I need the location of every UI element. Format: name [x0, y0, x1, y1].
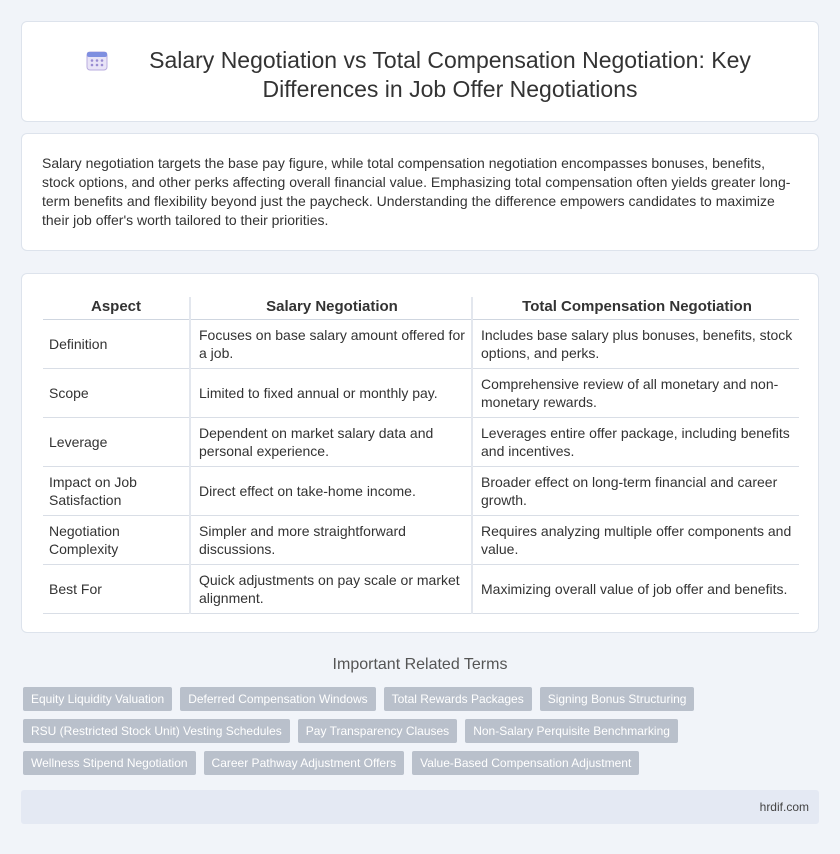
related-term-tag[interactable]: Deferred Compensation Windows	[180, 687, 375, 711]
table-row	[43, 564, 799, 613]
row-salary-value: Dependent on market salary data and personal experience.	[190, 417, 472, 466]
row-aspect: Negotiation Complexity	[43, 515, 190, 564]
tag-row	[23, 751, 703, 775]
row-salary-value: Direct effect on take-home income.	[190, 466, 472, 515]
row-aspect: Scope	[43, 368, 190, 417]
table-row	[43, 319, 799, 368]
title-card	[21, 21, 819, 122]
table-row	[43, 466, 799, 515]
table-row	[43, 417, 799, 466]
row-salary-value: Limited to fixed annual or monthly pay.	[190, 368, 472, 417]
related-term-tag[interactable]: Signing Bonus Structuring	[540, 687, 695, 711]
footer-source[interactable]: hrdif.com	[759, 800, 809, 814]
related-terms-heading: Important Related Terms	[332, 656, 508, 673]
row-total-value: Requires analyzing multiple offer components and value.	[472, 515, 799, 564]
row-salary-value: Quick adjustments on pay scale or market alignment.	[190, 564, 472, 613]
tag-row	[23, 719, 703, 743]
row-aspect: Definition	[43, 319, 190, 368]
row-aspect: Leverage	[43, 417, 190, 466]
intro-paragraph: Salary negotiation targets the base pay figure, while total compensation negotiation encompasses bonuses, benefits, stock options, and other perks affecting overall financial value. Emphasizing total compensation often yields greater long-term benefits and flexibility beyond just the paycheck. Understanding the difference empowers candidates to maximize their job offer's worth tailored to their priorities.	[42, 155, 791, 228]
comparison-table	[43, 297, 799, 614]
row-aspect: Impact on Job Satisfaction	[43, 466, 190, 515]
row-total-value: Leverages entire offer package, including benefits and incentives.	[472, 417, 799, 466]
related-term-tag[interactable]: Career Pathway Adjustment Offers	[204, 751, 405, 775]
row-salary-value: Focuses on base salary amount offered for a job.	[190, 319, 472, 368]
related-term-tag[interactable]: RSU (Restricted Stock Unit) Vesting Schedules	[23, 719, 290, 743]
related-term-tag[interactable]: Pay Transparency Clauses	[298, 719, 457, 743]
table-row	[43, 368, 799, 417]
page-title: Salary Negotiation vs Total Compensation Negotiation: Key Differences in Job Offer Negotiations	[149, 47, 751, 102]
header-total-compensation: Total Compensation Negotiation	[472, 297, 799, 319]
related-term-tag[interactable]: Non-Salary Perquisite Benchmarking	[465, 719, 678, 743]
table-header-row	[43, 297, 799, 319]
related-term-tag[interactable]: Value-Based Compensation Adjustment	[412, 751, 639, 775]
comparison-table-card	[21, 273, 819, 633]
table-row	[43, 515, 799, 564]
row-total-value: Maximizing overall value of job offer and benefits.	[472, 564, 799, 613]
related-terms-list	[23, 687, 703, 783]
footer-bar	[21, 790, 819, 824]
row-total-value: Comprehensive review of all monetary and non-monetary rewards.	[472, 368, 799, 417]
row-aspect: Best For	[43, 564, 190, 613]
row-total-value: Broader effect on long-term financial and career growth.	[472, 466, 799, 515]
intro-card	[21, 133, 819, 251]
tag-row	[23, 687, 703, 711]
header-aspect: Aspect	[43, 297, 190, 319]
related-term-tag[interactable]: Wellness Stipend Negotiation	[23, 751, 196, 775]
row-total-value: Includes base salary plus bonuses, benefits, stock options, and perks.	[472, 319, 799, 368]
related-term-tag[interactable]: Equity Liquidity Valuation	[23, 687, 172, 711]
row-salary-value: Simpler and more straightforward discussions.	[190, 515, 472, 564]
header-salary-negotiation: Salary Negotiation	[190, 297, 472, 319]
related-term-tag[interactable]: Total Rewards Packages	[384, 687, 532, 711]
